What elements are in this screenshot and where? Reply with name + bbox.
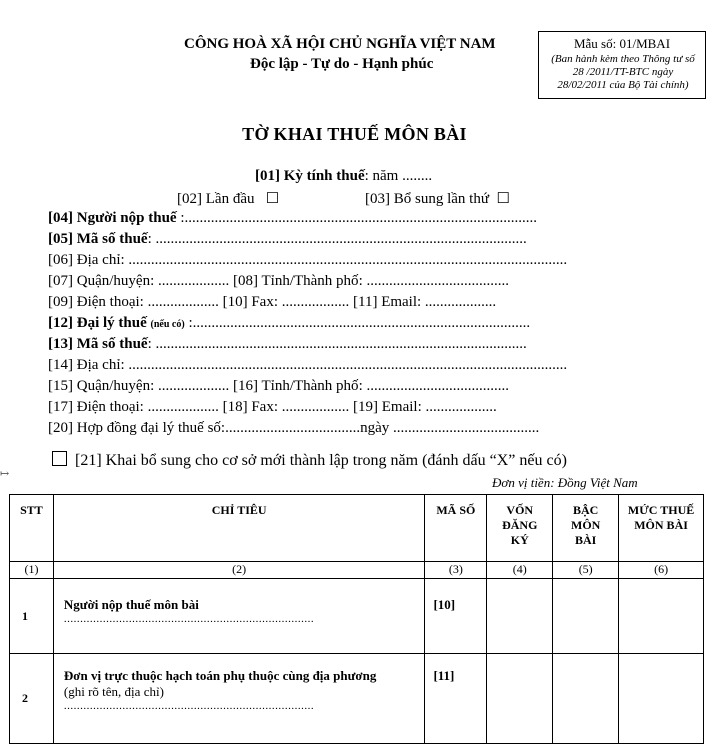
row-2-capital[interactable]: [487, 654, 553, 744]
field-12[interactable]: [12] Đại lý thuế (nếu có) :..........................................................................................: [48, 315, 531, 331]
row-1-indicator[interactable]: Người nộp thuế môn bài .............................................................................: [53, 579, 425, 654]
field-01: [01] Kỳ tính thuế: năm ........: [255, 168, 433, 184]
field-03[interactable]: [03] Bổ sung lần thứ ☐: [365, 191, 510, 207]
row-1-level[interactable]: [553, 579, 619, 654]
table-header-row: [10, 495, 704, 562]
field-15[interactable]: [15] Quận/huyện: ................... [16] Tỉnh/Thành phố: ......................................: [48, 378, 509, 394]
supplement-checkbox[interactable]: ☐: [496, 191, 510, 207]
row-2-indicator[interactable]: Đơn vị trực thuộc hạch toán phụ thuộc cùng địa phương (ghi rõ tên, địa chỉ) .............................................................................: [53, 654, 425, 744]
row-move-icon: ↦: [0, 468, 10, 480]
field-05[interactable]: [05] Mã số thuế: ...................................................................................................: [48, 231, 527, 247]
header-indicator: CHỈ TIÊU: [53, 495, 425, 562]
column-number-row: (1) (2) (3) (4) (5) (6): [10, 562, 704, 579]
field-21[interactable]: [21] Khai bổ sung cho cơ sở mới thành lập trong năm (đánh dấu “X” nếu có): [52, 451, 567, 470]
field-07[interactable]: [07] Quận/huyện: ................... [08] Tỉnh/Thành phố: ......................................: [48, 273, 509, 289]
currency-unit: Đơn vị tiền: Đồng Việt Nam: [492, 475, 638, 490]
form-legal-note: (Ban hành kèm theo Thông tư số 28 /2011/TT-BTC ngày 28/02/2011 của Bộ Tài chính): [551, 53, 695, 91]
header-capital: VỐN ĐĂNG KÝ: [487, 495, 553, 562]
row-1-capital[interactable]: [487, 579, 553, 654]
field-06[interactable]: [06] Địa chỉ: .....................................................................................................................: [48, 252, 568, 268]
table-row: 1 Người nộp thuế môn bài ............................................................................. [10]: [10, 579, 704, 654]
field-04[interactable]: [04] Người nộp thuế :..............................................................................................: [48, 210, 538, 226]
header-stt: STT: [10, 495, 54, 562]
field-13[interactable]: [13] Mã số thuế: ...................................................................................................: [48, 336, 527, 352]
field-14[interactable]: [14] Địa chỉ: .....................................................................................................................: [48, 357, 568, 373]
form-code: Mẫu số: 01/MBAI: [573, 36, 671, 51]
field-17[interactable]: [17] Điện thoại: ................... [18] Fax: .................. [19] Email: ...................: [48, 399, 497, 415]
motto: Độc lập - Tự do - Hạnh phúc: [250, 56, 434, 72]
row-1-tax[interactable]: [619, 579, 704, 654]
first-time-checkbox[interactable]: ☐: [265, 191, 280, 207]
form-code-box: [538, 31, 706, 99]
republic-heading: CÔNG HOÀ XÃ HỘI CHỦ NGHĨA VIỆT NAM: [184, 36, 496, 52]
field-09[interactable]: [09] Điện thoại: ................... [10] Fax: .................. [11] Email: ...................: [48, 294, 497, 310]
field-20[interactable]: [20] Hợp đồng đại lý thuế số:....................................ngày .......................................: [48, 420, 540, 436]
new-establishment-checkbox[interactable]: [52, 451, 67, 466]
header-level: BẬC MÔN BÀI: [553, 495, 619, 562]
field-02[interactable]: [02] Lần đầu ☐: [177, 191, 280, 207]
header-tax: MỨC THUẾ MÔN BÀI: [619, 495, 704, 562]
row-2-level[interactable]: [553, 654, 619, 744]
form-title: TỜ KHAI THUẾ MÔN BÀI: [242, 124, 467, 144]
tax-table: [9, 494, 704, 744]
row-2-tax[interactable]: [619, 654, 704, 744]
table-row: 2 Đơn vị trực thuộc hạch toán phụ thuộc cùng địa phương (ghi rõ tên, địa chỉ) ............................................................................. [11]: [10, 654, 704, 744]
header-code: MÃ SỐ: [425, 495, 487, 562]
